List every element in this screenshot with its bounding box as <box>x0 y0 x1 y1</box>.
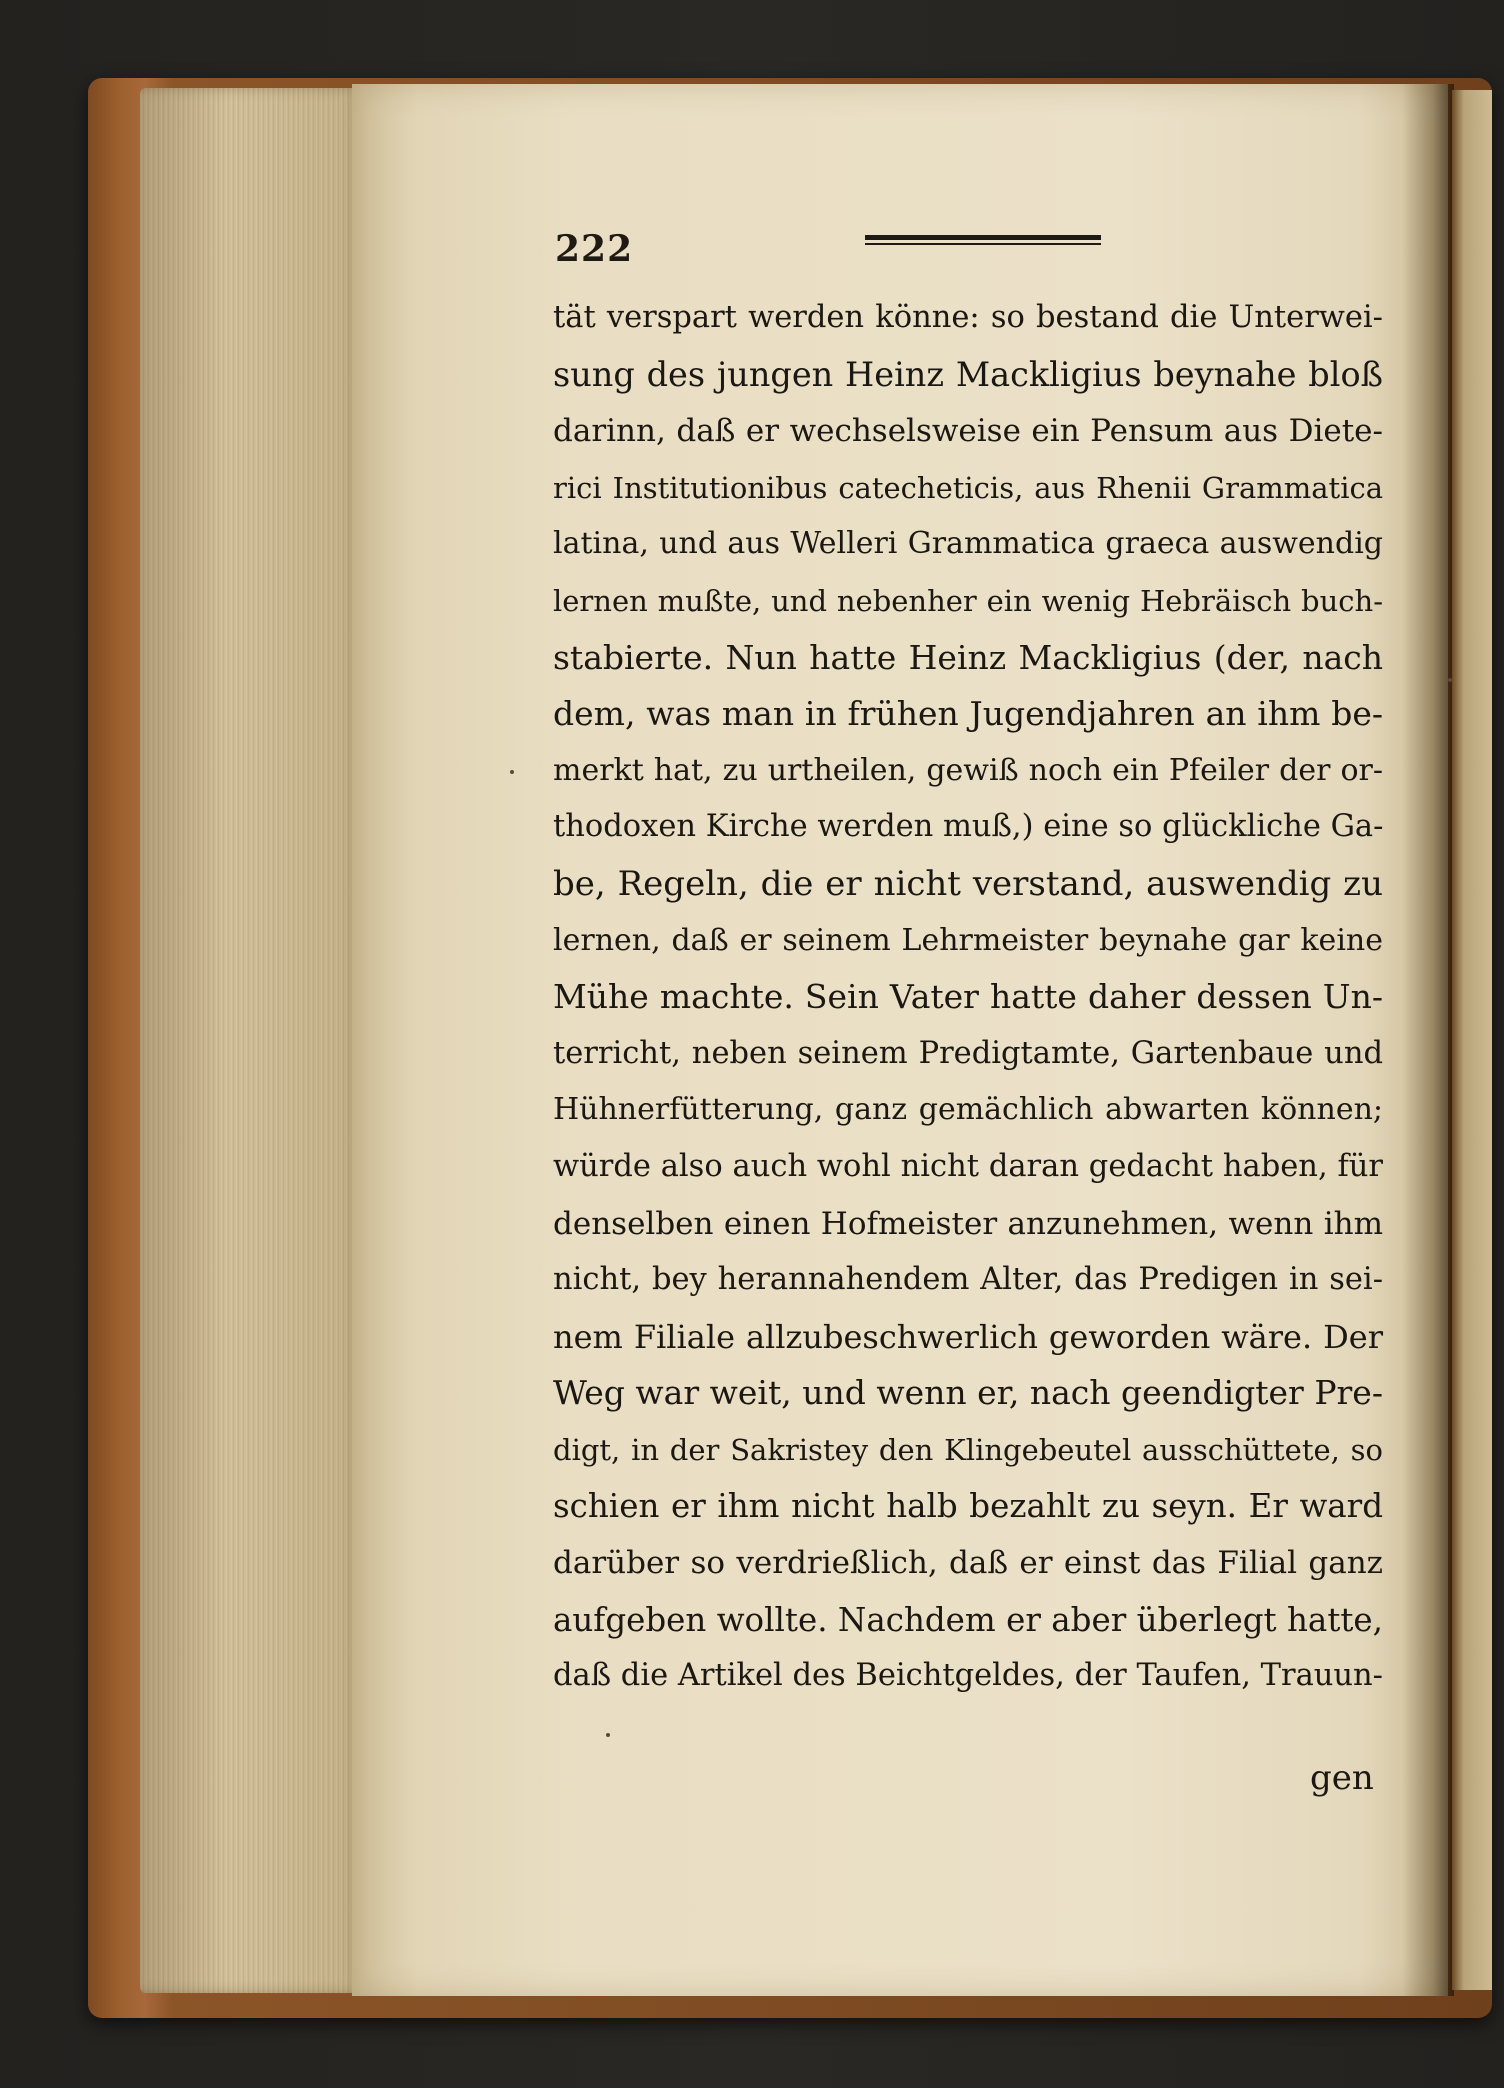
text-line: terricht, neben seinem Predigtamte, Gartenbaue und <box>553 1035 1383 1071</box>
text-line: Mühe machte. Sein Vater hatte daher dessen Un- <box>553 977 1383 1017</box>
page-header <box>555 228 1075 278</box>
paper-speck <box>510 770 514 774</box>
text-line: nicht, bey herannahendem Alter, das Predigen in sei- <box>553 1262 1383 1298</box>
text-line: würde also auch wohl nicht daran gedacht haben, für <box>553 1148 1383 1184</box>
text-line: darüber so verdrießlich, daß er einst das Filial ganz <box>553 1545 1383 1582</box>
text-line: tät verspart werden könne: so bestand die Unterwei- <box>553 300 1383 335</box>
text-line: rici Institutionibus catecheticis, aus Rhenii Grammatica <box>553 470 1383 505</box>
text-line: daß die Artikel des Beichtgeldes, der Taufen, Trauun- <box>553 1658 1383 1694</box>
text-line: merkt hat, zu urtheilen, gewiß noch ein Pfeiler der or- <box>553 752 1383 788</box>
header-rule <box>865 235 1101 249</box>
text-line: stabierte. Nun hatte Heinz Mackligius (der, nach <box>553 637 1383 677</box>
text-line: schien er ihm nicht halb bezahlt zu seyn. Er ward <box>553 1487 1383 1526</box>
text-line: sung des jungen Heinz Mackligius beynahe bloß <box>553 354 1383 394</box>
facing-page-edge <box>1452 90 1492 1990</box>
paper-speck <box>606 1733 610 1737</box>
text-line: nem Filiale allzubeschwerlich geworden wäre. Der <box>553 1317 1383 1356</box>
gutter-shadow <box>1402 84 1454 1996</box>
text-line: latina, und aus Welleri Grammatica graeca auswendig <box>553 526 1383 562</box>
body-text <box>553 290 1383 1705</box>
text-line: thodoxen Kirche werden muß,) eine so glückliche Ga- <box>553 809 1384 845</box>
text-line: digt, in der Sakristey den Klingebeutel ausschüttete, so <box>553 1432 1383 1467</box>
text-line: dem, was man in frühen Jugendjahren an ihm be- <box>553 694 1383 734</box>
page-number: 222 <box>555 228 634 270</box>
text-line: aufgeben wollte. Nachdem er aber überlegt hatte, <box>553 1600 1383 1639</box>
text-line: denselben einen Hofmeister anzunehmen, wenn ihm <box>553 1205 1383 1242</box>
text-line: be, Regeln, die er nicht verstand, auswendig zu <box>553 863 1383 904</box>
text-line: darinn, daß er wechselsweise ein Pensum aus Diete- <box>553 413 1383 450</box>
text-line: lernen, daß er seinem Lehrmeister beynahe gar keine <box>553 922 1383 958</box>
catchword: gen <box>1310 1758 1374 1798</box>
page-edges-shade <box>140 88 360 1993</box>
text-line: lernen mußte, und nebenher ein wenig Hebräisch buch- <box>553 583 1383 618</box>
text-line: Weg war weit, und wenn er, nach geendigter Pre- <box>553 1373 1383 1413</box>
text-line: Hühnerfütterung, ganz gemächlich abwarten können; <box>553 1092 1383 1128</box>
paper-speck <box>1448 678 1452 682</box>
